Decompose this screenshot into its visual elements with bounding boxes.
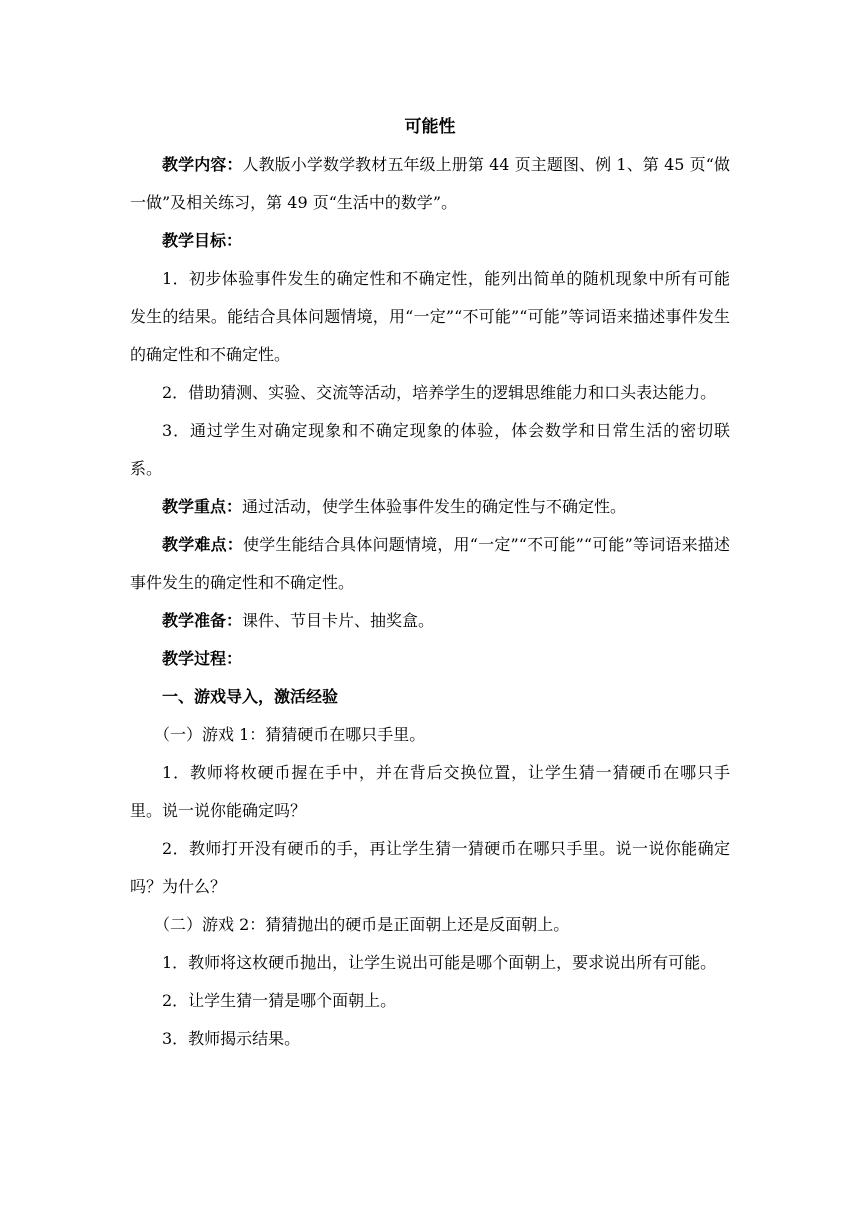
goal-item-1: 1．初步体验事件发生的确定性和不确定性，能列出简单的随机现象中所有可能发生的结果。能结合具体问题情境，用“一定”“不可能”“可能”等词语来描述事件发生的确定性和不确定性。 xyxy=(130,269,730,364)
preparation-text: 课件、节目卡片、抽奖盒。 xyxy=(242,611,435,630)
game-2-title: （二）游戏 2：猜猜抛出的硬币是正面朝上还是反面朝上。 xyxy=(154,915,570,934)
preparation-label: 教学准备： xyxy=(162,611,243,630)
game-2-step-3: 3．教师揭示结果。 xyxy=(162,1029,301,1048)
game-1-title: （一）游戏 1：猜猜硬币在哪只手里。 xyxy=(154,725,426,744)
game-1-step-1: 1．教师将枚硬币握在手中，并在背后交换位置，让学生猜一猜硬币在哪只手里。说一说你能确定吗？ xyxy=(130,763,730,820)
game-2-step-2: 2．让学生猜一猜是哪个面朝上。 xyxy=(162,991,397,1010)
section-1-heading: 一、游戏导入，激活经验 xyxy=(162,687,339,706)
game-2-step-1: 1．教师将这枚硬币抛出，让学生说出可能是哪个面朝上，要求说出所有可能。 xyxy=(162,953,717,972)
teaching-key-point xyxy=(130,488,730,526)
key-point-text: 通过活动，使学生体验事件发生的确定性与不确定性。 xyxy=(242,497,627,516)
teaching-content-text: 人教版小学数学教材五年级上册第 44 页主题图、例 1、第 45 页“做一做”及相关练习，第 49 页“生活中的数学”。 xyxy=(130,155,730,212)
goal-item-3: 3．通过学生对确定现象和不确定现象的体验，体会数学和日常生活的密切联系。 xyxy=(130,421,730,478)
game-1-step-2: 2．教师打开没有硬币的手，再让学生猜一猜硬币在哪只手里。说一说你能确定吗？为什么？ xyxy=(130,839,730,896)
teaching-content xyxy=(130,146,730,222)
difficulty-label: 教学难点： xyxy=(162,535,243,554)
key-point-label: 教学重点： xyxy=(162,497,243,516)
teaching-preparation xyxy=(130,602,730,640)
teaching-goals-heading: 教学目标： xyxy=(162,231,243,250)
teaching-content-label: 教学内容： xyxy=(162,155,243,174)
teaching-process-heading: 教学过程： xyxy=(162,649,243,668)
document-title: 可能性 xyxy=(404,117,456,137)
document-page xyxy=(130,108,730,1058)
teaching-difficulty xyxy=(130,526,730,602)
goal-item-2: 2．借助猜测、实验、交流等活动，培养学生的逻辑思维能力和口头表达能力。 xyxy=(162,383,717,402)
difficulty-text: 使学生能结合具体问题情境，用“一定”“不可能”“可能”等词语来描述事件发生的确定性和不确定性。 xyxy=(130,535,730,592)
